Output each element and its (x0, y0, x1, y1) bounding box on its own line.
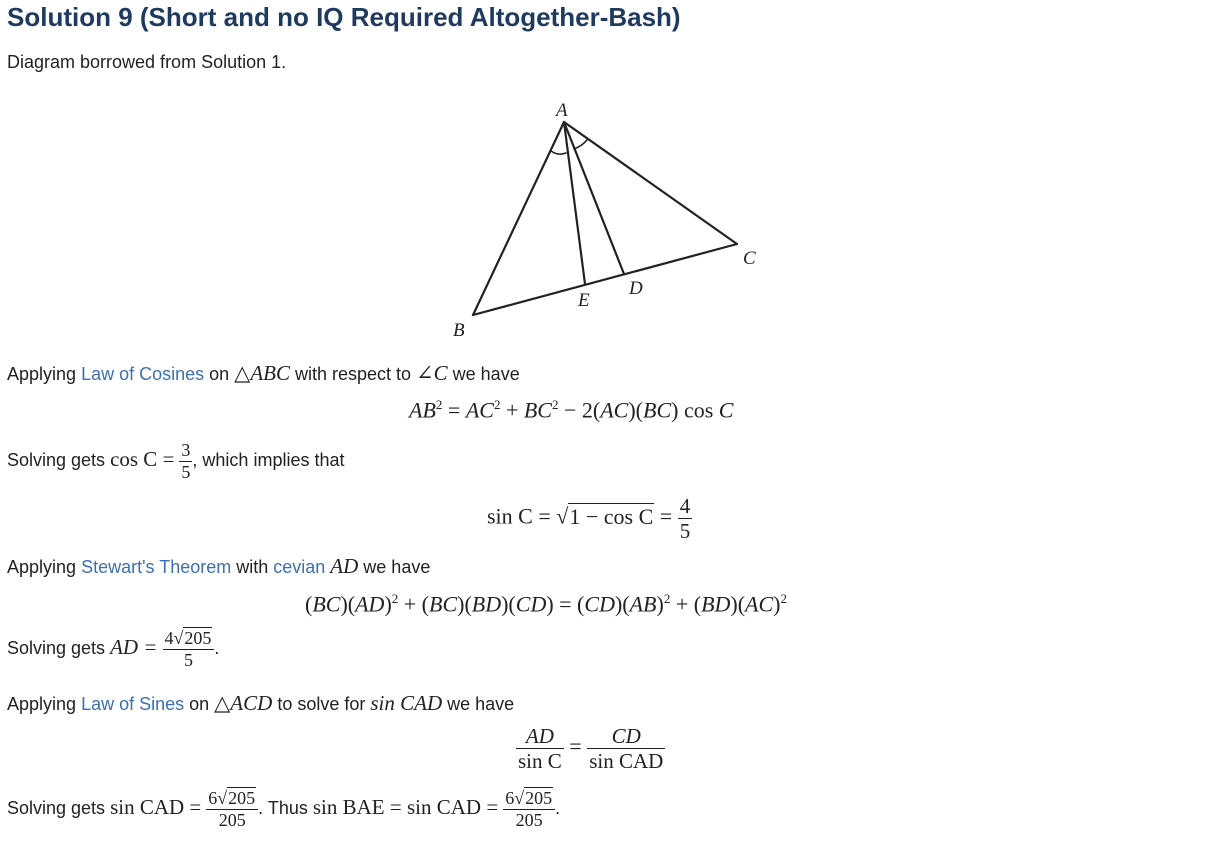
fraction-sin-bae: $\frac{6√205}{205}$ (503, 788, 555, 830)
section-heading: Solution 9 (Short and no IQ Required Altogether-Bash) (7, 2, 681, 32)
stewarts-theorem-link[interactable]: Stewart's Theorem (81, 557, 232, 577)
paragraph-cos-c: Solving gets cos C = $\frac{3}{5}$ , which implies that (7, 440, 345, 482)
law-of-sines-link[interactable]: Law of Sines (81, 694, 185, 714)
paragraph-law-of-cosines: Applying Law of Cosines on △ABC with respect to ∠C we have (7, 361, 520, 385)
label-a: A (556, 100, 568, 121)
fraction-ad: $\frac{4√205}{5}$ (163, 628, 215, 670)
side-bc (473, 244, 737, 315)
fraction-three-fifths: $\frac{3}{5}$ (181, 440, 191, 482)
triangle-diagram (440, 95, 800, 355)
cevian-link[interactable]: cevian (273, 557, 326, 577)
fraction-cd-sincad: $\frac{CD}{\text{sin CAD}}$ (589, 724, 664, 774)
side-ac (564, 122, 737, 244)
stewart-equation: (BC)(AD)$^2$ + (BC)(BD)(CD) = (CD)(AB)$^2$ + (BD)(AC)$^2$ (305, 591, 787, 617)
paragraph-ad: Solving gets AD = $\frac{4√205}{5}$ . (7, 628, 220, 670)
fraction-four-fifths: $\frac{4}{5}$ (679, 494, 691, 544)
angle-arc-bae (551, 151, 566, 154)
label-b: B (453, 320, 465, 341)
law-of-cosines-link[interactable]: Law of Cosines (81, 364, 205, 384)
label-d: D (629, 278, 643, 299)
paragraph-stewart: Applying Stewart's Theorem with cevian AD we have (7, 554, 431, 578)
law-of-cosines-equation: $AB^2 = AC^2 + BC^2 - 2(AC)(BC)$ cos C (409, 397, 734, 423)
label-e: E (578, 290, 590, 311)
law-of-sines-equation: $\frac{AD}{\text{sin C}}$ = $\frac{CD}{\text{sin CAD}}$ (518, 724, 664, 774)
fraction-sin-cad: $\frac{6√205}{205}$ (206, 788, 258, 830)
paragraph-sin-cad: Solving gets sin CAD = $\frac{6√205}{205}$ . Thus sin BAE = sin CAD = $\frac{6√205}{205}$ . (7, 788, 561, 830)
intro-text: Diagram borrowed from Solution 1. (7, 52, 287, 72)
paragraph-law-of-sines: Applying Law of Sines on △ACD to solve for sin CAD we have (7, 691, 515, 715)
angle-arc-cad (574, 140, 587, 149)
fraction-ad-sinc: $\frac{AD}{\text{sin C}}$ (518, 724, 562, 774)
label-c: C (743, 248, 756, 269)
sin-c-equation: sin C = √1 − cos C = $\frac{4}{5}$ (487, 494, 691, 544)
